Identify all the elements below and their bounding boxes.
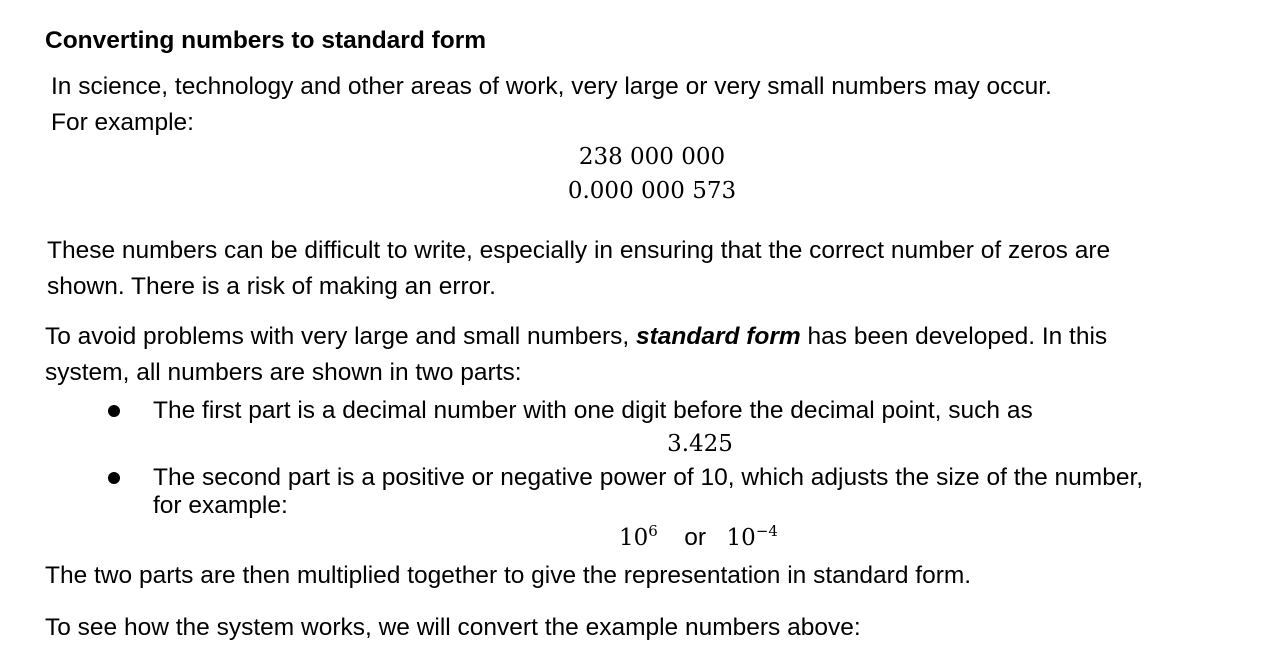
- power-2-base: 10: [726, 525, 756, 551]
- power-2-exponent: −4: [755, 522, 778, 540]
- bullet-2-marker: [108, 472, 120, 484]
- standard-form-intro-line-1: [45, 325, 1107, 350]
- page-title: Converting numbers to standard form: [45, 27, 487, 54]
- difficulty-line-1: These numbers can be difficult to write, especially in ensuring that the correct number of zeros are: [47, 237, 1111, 264]
- intro-line-1: In science, technology and other areas of work, very large or very small numbers may occur.: [51, 73, 1052, 100]
- standard-form-term: standard form: [635, 323, 801, 350]
- bullet-1-marker: [108, 405, 120, 417]
- bullet-1-text: The first part is a decimal number with one digit before the decimal point, such as: [153, 397, 1033, 424]
- standard-form-intro-line-2: system, all numbers are shown in two parts:: [45, 359, 522, 386]
- standard-form-intro-post: has been developed. In this: [800, 323, 1108, 350]
- power-1-exponent: 6: [648, 522, 658, 540]
- intro-line-2: For example:: [51, 109, 194, 136]
- example-large-number: 238 000 000: [578, 144, 726, 170]
- multiply-sentence: The two parts are then multiplied together to give the representation in standard form.: [45, 562, 972, 589]
- decimal-example: 3.425: [667, 431, 733, 457]
- difficulty-line-2: shown. There is a risk of making an error.: [47, 273, 496, 300]
- conclusion-sentence: To see how the system works, we will convert the example numbers above:: [45, 614, 861, 641]
- power-connector: or: [684, 524, 707, 551]
- bullet-2-line-1: The second part is a positive or negative power of 10, which adjusts the size of the number,: [153, 464, 1144, 491]
- example-small-number: 0.000 000 573: [567, 178, 737, 204]
- power-1-base: 10: [619, 525, 649, 551]
- standard-form-intro-pre: To avoid problems with very large and small numbers,: [45, 323, 636, 350]
- power-examples: [619, 522, 778, 551]
- bullet-2-line-2: for example:: [153, 492, 288, 519]
